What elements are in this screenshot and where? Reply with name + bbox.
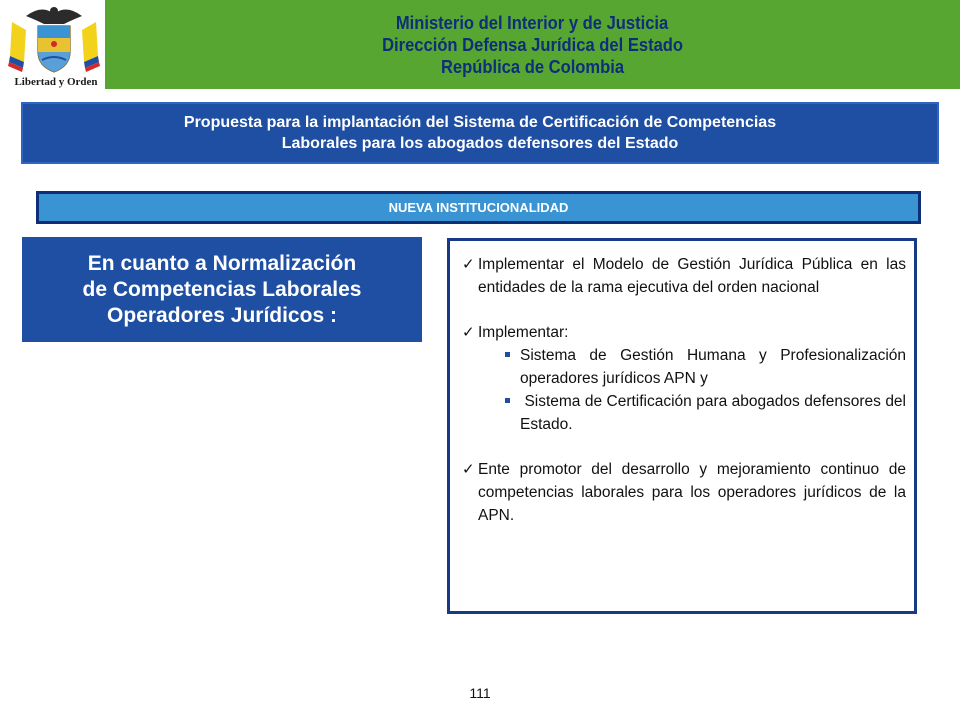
list-item-text: Ente promotor del desarrollo y mejoramiento continuo de competencias laborales para los operadores jurídicos de la APN.: [478, 461, 906, 524]
header-line-ministry: Ministerio del Interior y de Justicia: [396, 12, 669, 33]
header-line-republic: República de Colombia: [440, 56, 625, 77]
ministry-header: [105, 0, 960, 89]
topic-line2: de Competencias Laborales: [82, 277, 362, 301]
proposal-title-line1: Propuesta para la implantación del Sistema de Certificación de Competencias: [183, 114, 777, 131]
page-number-text: 111: [469, 685, 491, 701]
list-item-text: Implementar:: [478, 324, 569, 341]
sub-list-item: [462, 390, 911, 436]
checkmark-icon: ✓: [462, 256, 475, 273]
proposal-title-line2: Laborales para los abogados defensores del Estado: [281, 135, 679, 152]
topic-line1: En cuanto a Normalización: [87, 251, 357, 275]
section-heading-bar: [36, 191, 921, 224]
sub-list-item: [462, 344, 906, 390]
square-bullet-icon: [502, 344, 520, 367]
sub-list-item-text: Sistema de Gestión Humana y Profesionalización operadores jurídicos APN y: [520, 347, 906, 387]
topic-box: [22, 237, 422, 342]
checkmark-icon: ✓: [462, 324, 475, 341]
square-bullet-icon: [502, 390, 520, 413]
section-heading: NUEVA INSTITUCIONALIDAD: [388, 200, 569, 215]
actions-list-box: [447, 238, 917, 614]
coat-of-arms-icon: [4, 2, 104, 78]
checkmark-icon: ✓: [462, 461, 475, 478]
list-item: [462, 321, 906, 344]
sub-list-item-text: Sistema de Certificación para abogados defensores del Estado.: [520, 393, 911, 433]
list-item-text: Implementar el Modelo de Gestión Jurídica Pública en las entidades de la rama ejecutiva del orden nacional: [478, 256, 906, 296]
header-line-direction: Dirección Defensa Jurídica del Estado: [382, 34, 683, 55]
coat-of-arms-logo: [4, 2, 104, 94]
crest-motto: Libertad y Orden: [14, 76, 98, 88]
page-number: [0, 685, 960, 701]
list-item: [462, 458, 906, 527]
proposal-title-banner: [21, 102, 939, 164]
list-item: [462, 253, 906, 299]
topic-line3: Operadores Jurídicos :: [107, 303, 337, 327]
